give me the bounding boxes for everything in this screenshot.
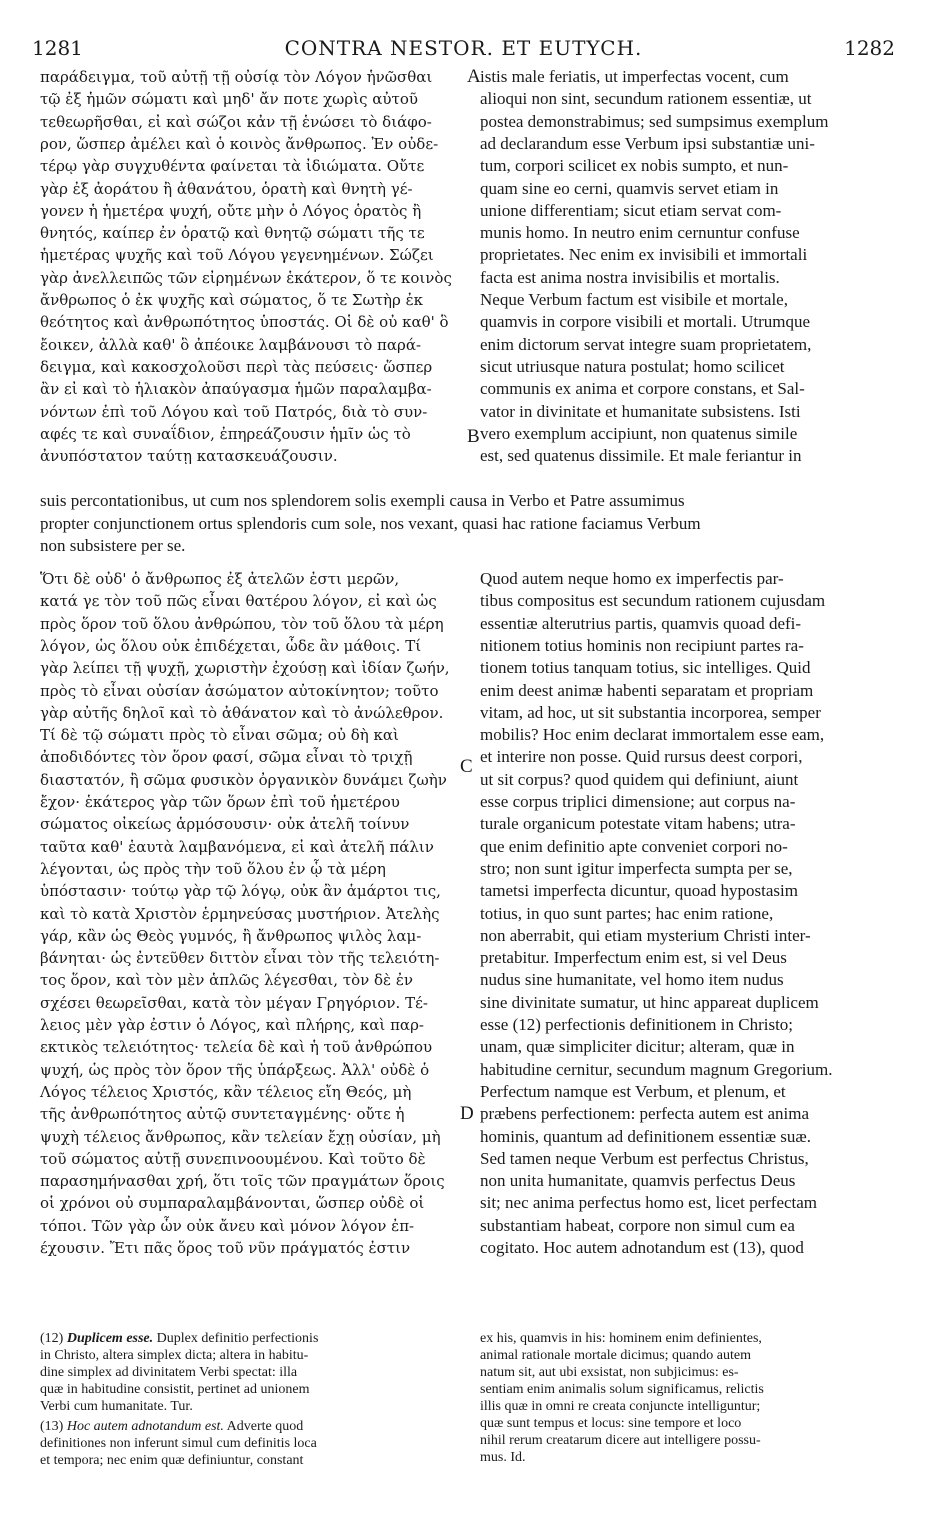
greek-text-line: ταῦτα καθ' ἑαυτὰ λαμβανόμενα, εἰ καὶ ἀτελῆ πάλιν (40, 837, 434, 856)
latin-text-line: Quod autem neque homo ex imperfectis par- (480, 569, 784, 588)
footnote-13-text-2: et tempora; nec enim quæ definiuntur, constant (40, 1453, 304, 1468)
latin-text-line: Sed tamen neque Verbum est perfectus Christus, (480, 1148, 809, 1168)
column-marker-b: B (467, 426, 480, 447)
footnote-13-number: (13) (40, 1419, 64, 1434)
greek-text-line: καὶ τὸ κατὰ Χριστὸν ἑρμηνεύσας μυστήριον. Ἀτελὴς (40, 904, 440, 923)
latin-text-line: vero exemplum accipiunt, non quatenus simile (480, 423, 798, 443)
greek-column-top (40, 66, 460, 466)
latin-text-line: tametsi imperfecta dicuntur, quoad hypostasim (480, 881, 798, 901)
greek-text-line: Λόγος τέλειος Χριστός, κἂν τέλειος εἴη Θεός, μὴ (40, 1082, 412, 1101)
latin-text-line: vator in divinitate et humanitate subsistens. Isti (480, 401, 801, 421)
greek-text-line: Ὅτι δὲ οὐδ' ὁ ἄνθρωπος ἐξ ἀτελῶν ἐστι μερῶν, (40, 570, 400, 588)
footnote-12-first-line (40, 1330, 460, 1347)
greek-text-line: λόγον, ὡς ὅλου οὐκ ἐπιδέχεται, ὧδε ἂν μάθοις. Τί (40, 636, 422, 655)
latin-text-line: tibus compositus est secundum rationem cujusdam (480, 591, 826, 611)
greek-text-line: τεθεωρῆσθαι, εἰ καὶ σώζοι κἀν τῇ ἑνώσει τὸ διάφο- (40, 112, 432, 131)
latin-column-bottom (480, 568, 892, 1258)
latin-text-line: stro; non sunt igitur imperfecta sumpta per se, (480, 858, 793, 878)
greek-text-line: θνητός, καίπερ ἐν ὁρατῷ καὶ θνητῷ σώματι τῆς τε (40, 224, 425, 243)
greek-text-line: έχουσιν. Ἔτι πᾶς ὅρος τοῦ νῦν πράγματός ἐστιν (40, 1239, 411, 1257)
greek-text-line: ἂν εἰ καὶ τὸ ἡλιακὸν ἀπαύγασμα ἡμῶν παραλαμβα- (40, 380, 432, 399)
footnote-text-line: nihil rerum creatarum dicere aut intelligere possu- (480, 1433, 761, 1448)
latin-full-text-line: suis percontationibus, ut cum nos splendorem solis exempli causa in Verbo et Patre assumimus (40, 491, 685, 510)
footnote-text-line: natum sit, aut ubi exsistat, non subjicimus: es- (480, 1365, 739, 1380)
latin-text-line: quamvis in corpore visibili et mortali. Utrumque (480, 312, 811, 332)
greek-text-line: τῷ ἐξ ἡμῶν σώματι καὶ μηδ' ἄν ποτε χωρὶς αὐτοῦ (40, 90, 418, 109)
footnote-12-number: (12) (40, 1331, 64, 1346)
greek-text-line: πρὸς τὸ εἶναι οὐσίαν ἀσώματον αὐτοκίνητον; τοῦτο (40, 681, 439, 700)
footnote-text-line: quæ sunt tempus et locus: sine tempore et loco (480, 1416, 742, 1431)
latin-text-line: alioqui non sint, secundum rationem essentiæ, ut (480, 89, 812, 109)
greek-text-line: γὰρ λείπει τῇ ψυχῇ, χωριστὴν ἐχούσῃ καὶ ἰδίαν ζωήν, (40, 659, 450, 678)
greek-text-line: τῆς ἀνθρωπότητος αὐτῷ συντεταγμένης· οὔτε ἡ (40, 1105, 405, 1124)
greek-text-line: σχέσει θεωρεῖσθαι, κατὰ τὸν μέγαν Γρηγόριον. Τέ- (40, 993, 428, 1012)
latin-text-line: tum, corpori scilicet ex nobis sumpto, et nun- (480, 156, 789, 176)
greek-text-line: γὰρ ἀνελλειπῶς τῶν εἰρημένων ἑκάτερον, ὅ τε κοινὸς (40, 268, 452, 287)
latin-full-width-continuation (40, 490, 892, 560)
latin-text-line: proprietates. Nec enim ex invisibili et immortali (480, 245, 808, 265)
greek-text-line: ἔοικεν, ἀλλὰ καθ' ὃ ἀπέοικε λαμβάνουσι τὸ παρά- (40, 335, 422, 354)
greek-text-line: ψυχὴ τέλειος ἄνθρωπος, κἂν τελείαν ἔχῃ οὐσίαν, μὴ (40, 1127, 441, 1146)
latin-text-line: esse corpus triplici dimensione; aut corpus na- (480, 792, 796, 811)
greek-text-line: γὰρ ἐξ ἀοράτου ἢ ἀθανάτου, ὁρατὴ καὶ θνητὴ γέ- (40, 179, 413, 198)
footnote-13-lemma: Hoc autem adnotandum est. (66, 1419, 224, 1434)
latin-text-line: tionem totius tanquam totius, sic intelliges. Quid (480, 658, 811, 678)
footnote-13-text-1: definitiones non inferunt simul cum definitis loca (40, 1436, 317, 1451)
footnote-12-text-3: quæ in habitudine consistit, pertinet ad unionem (40, 1382, 310, 1397)
footnote-12-text-0: Duplex definitio perfectionis (156, 1331, 319, 1346)
greek-text-line: λέγονται, ὡς πρὸς τὴν τοῦ ὅλου ἐν ᾧ τὰ μέρη (40, 859, 386, 878)
latin-full-text-line: non subsistere per se. (40, 536, 186, 555)
greek-text-line: θεότητος καὶ ἀνθρωπότητος ὑποστάς. Οἱ δὲ οὐ καθ' ὃ (40, 313, 449, 332)
greek-text-line: Τί δὲ τῷ σώματι πρὸς τὸ εἶναι σῶμα; οὐ δὴ καὶ (40, 726, 399, 745)
greek-text-line: κατά γε τὸν τοῦ πῶς εἶναι θατέρου λόγον, εἰ καὶ ὡς (40, 592, 437, 611)
footnote-12-lemma: Duplicem esse. (66, 1331, 154, 1346)
latin-text-line: enim dictorum servat integre suam proprietatem, (480, 334, 812, 354)
greek-text-line: ἄνθρωπος ὁ ἐκ ψυχῆς καὶ σώματος, ὅ τε Σωτὴρ ἐκ (40, 291, 424, 309)
footnote-12-text-1: in Christo, altera simplex dicta; altera in habitu- (40, 1348, 309, 1363)
footnote-12-text-4: Verbi cum humanitate. Tur. (40, 1399, 193, 1414)
greek-text-line: τέρῳ γὰρ συγχυθέντα φαίνεται τὰ ἰδιώματα. Οὔτε (40, 157, 425, 176)
latin-text-line: non aberrabit, qui etiam mysterium Christi inter- (480, 925, 811, 945)
greek-text-line: γὰρ αὐτῆς δηλοῖ καὶ τὸ ἀθάνατον καὶ τὸ ἀνώλεθρον. (40, 703, 444, 722)
latin-full-text-line: propter conjunctionem ortus splendoris cum sole, nos vexant, quasi hac ratione faciamus Verbum (40, 513, 701, 533)
greek-text-line: πρὸς ὅρον τοῦ ὅλου ἀνθρώπου, τὸν τοῦ ὅλου τὰ μέρη (40, 614, 444, 633)
footnote-text-line: sentiam enim animalis solum significamus, relictis (480, 1382, 764, 1397)
latin-text-line: Perfectum namque est Verbum, et plenum, et (480, 1081, 786, 1101)
greek-text-line: ψυχή, ὡς πρὸς τὸν ὅρον τῆς ὑπάρξεως. Ἀλλ' οὐδὲ ὁ (40, 1060, 430, 1079)
latin-text-line: hominis, quantum ad definitionem essentiæ suæ. (480, 1126, 812, 1146)
latin-text-line: et interire non posse. Quid rursus deest corpori, (480, 747, 803, 767)
latin-text-line: pretabitur. Imperfectum enim est, si vel Deus (480, 948, 787, 968)
latin-text-line: unione differentiam; sicut etiam servat com- (480, 200, 782, 220)
greek-text-line: τος ὅρον, καὶ τὸν μὲν ἁπλῶς λέγεσθαι, τὸν δὲ ἐν (40, 971, 414, 990)
latin-text-line: ad declarandum esse Verbum ipsi substantiæ uni- (480, 133, 815, 153)
greek-text-line: βάνηται· ὡς ἐντεῦθεν διττὸν εἶναι τὸν τῆς τελειότη- (40, 949, 440, 968)
footnote-text-line: animal rationale mortale dicimus; quando autem (480, 1348, 751, 1363)
greek-text-line: δειγμα, καὶ κακοσχολοῦσι περὶ τὰς πεύσεις· ὥσπερ (40, 357, 433, 376)
left-page-number: 1281 (32, 36, 83, 60)
latin-text-line: esse (12) perfectionis definitionem in Christo; (480, 1015, 794, 1034)
latin-text-line: communis ex anima et corpore constans, et Sal- (480, 379, 805, 399)
latin-text-line: essentiæ alterutrius partis, quamvis quoad defi- (480, 613, 802, 633)
greek-text-line: γονεν ἡ ἡμετέρα ψυχή, οὔτε μὴν ὁ Λόγος ὁρατὸς ἢ (40, 201, 422, 220)
latin-text-line: istis male feriatis, ut imperfectas vocent, cum (480, 67, 789, 86)
latin-text-line: munis homo. In neutro enim cernuntur confuse (480, 223, 800, 243)
greek-text-line: ρον, ὥσπερ ἀμέλει καὶ ὁ κοινὸς ἄνθρωπος. Ἐν οὐδε- (40, 134, 439, 153)
latin-column-top (480, 66, 892, 466)
latin-text-line: totius, in quo sunt partes; hac enim ratione, (480, 903, 774, 923)
latin-text-line: sine divinitate sumatur, ut hinc appareat duplicem (480, 992, 819, 1012)
greek-text-line: σώματος οἰκείως ἁρμόσουσιν· οὐκ ἀτελῆ τοίνυν (40, 815, 410, 834)
greek-text-line: ἀνυπόστατον ταύτῃ κατασκευάζουσιν. (40, 447, 338, 466)
latin-text-line: sit; nec anima perfectus homo est, licet perfectam (480, 1193, 818, 1213)
latin-text-line: cogitato. Hoc autem adnotandum est (13), quod (480, 1238, 804, 1257)
latin-text-line: unam, quæ simpliciter dicitur; alteram, quæ in (480, 1037, 795, 1057)
column-marker-d: D (460, 1103, 474, 1124)
greek-text-line: αφές τε καὶ συναΐδιον, ἐπηρεάζουσιν ἡμῖν ὡς τὸ (40, 424, 411, 443)
latin-text-line: que enim definitio apte conveniet corpori no- (480, 836, 788, 856)
latin-text-line: est, sed quatenus dissimile. Et male feriantur in (480, 446, 802, 466)
greek-column-bottom (40, 568, 460, 1258)
greek-text-line: εκτικὸς τελειότητος· τελεία δὲ καὶ ἡ τοῦ ἀνθρώπου (40, 1038, 433, 1057)
footnote-12-text-2: dine simplex ad divinitatem Verbi spectat: illa (40, 1365, 298, 1380)
greek-text-line: τόποι. Τῶν γὰρ ὧν οὐκ ἄνευ καὶ μόνον λόγον ἐπ- (40, 1216, 415, 1235)
right-page-number: 1282 (844, 36, 895, 60)
latin-text-line: vitam, ad hoc, ut sit substantia incorporea, semper (480, 702, 821, 722)
latin-text-line: ut sit corpus? quod quidem qui definiunt, aiunt (480, 769, 799, 789)
footnote-13-first-line (40, 1418, 303, 1435)
running-header (32, 36, 895, 66)
greek-text-line: παράδειγμα, τοῦ αὐτῇ τῇ οὐσίᾳ τὸν Λόγον ἡνῶσθαι (40, 68, 433, 86)
footnote-text-line: illis quæ in omni re creata conjuncte intelliguntur; (480, 1399, 761, 1414)
greek-text-line: ὑπόστασιν· τούτῳ γὰρ τῷ λόγῳ, οὐκ ἂν ἁμάρτοι τις, (40, 882, 441, 901)
greek-text-line: τοῦ σώματος αὐτῇ συνεπινοουμένου. Καὶ τοῦτο δὲ (40, 1149, 426, 1168)
running-title: CONTRA NESTOR. ET EUTYCH. (284, 36, 643, 60)
greek-text-line: γάρ, κἂν ὡς Θεὸς γυμνός, ἢ ἄνθρωπος ψιλὸς λαμ- (40, 926, 422, 945)
column-marker-a: A (467, 66, 481, 87)
latin-text-line: sicut utriusque natura postulat; homo scilicet (480, 356, 785, 376)
greek-text-line: νόντων ἐπὶ τοῦ Λόγου καὶ τοῦ Πατρός, διὰ τὸ συν- (40, 402, 428, 421)
latin-text-line: facta est anima nostra invisibilis et mortalis. (480, 267, 780, 287)
latin-text-line: quam sine eo cerni, quamvis servet etiam in (480, 178, 779, 198)
latin-text-line: nitionem totius hominis non recipiunt partes ra- (480, 635, 804, 655)
latin-text-line: habitudine cernitur, secundum magnum Gregorium. (480, 1059, 833, 1079)
latin-text-line: Neque Verbum factum est visibile et mortale, (480, 290, 788, 309)
greek-text-line: οἱ χρόνοι οὐ συμπαραλαμβάνονται, ὥσπερ οὐδὲ οἱ (40, 1194, 425, 1213)
greek-text-line: παρασημήνασθαι χρή, ὅτι τοῖς τῶν πραγμάτων ὅροις (40, 1172, 445, 1191)
greek-text-line: ἔχον· ἑκάτερος γὰρ τῶν ὅρων ἐπὶ τοῦ ἡμετέρου (40, 793, 400, 811)
greek-text-line: ἀποδιδόντες τὸν ὅρον φασί, σῶμα εἶναι τὸ τριχῇ (40, 748, 413, 767)
latin-text-line: turale organicum potestate vitam habens; utra- (480, 814, 796, 834)
footnote-text-line: mus. Id. (480, 1450, 526, 1465)
greek-text-line: διαστατόν, ἢ σῶμα φυσικὸν ὀργανικὸν δυνάμει ζωὴν (40, 770, 447, 789)
column-marker-c: C (460, 756, 473, 777)
greek-text-line: λειος μὲν γὰρ ἐστιν ὁ Λόγος, καὶ πλήρης, καὶ παρ- (40, 1016, 424, 1034)
latin-text-line: substantiam habeat, corpore non simul cum ea (480, 1215, 795, 1235)
latin-text-line: præbens perfectionem: perfecta autem est anima (480, 1104, 809, 1124)
latin-text-line: non unita humanitate, quamvis perfectus Deus (480, 1171, 796, 1191)
footnote-text-line: ex his, quamvis in his: hominem enim definientes, (480, 1331, 762, 1346)
latin-text-line: enim deest animæ habenti separatam et propriam (480, 680, 814, 700)
footnotes-right (480, 1330, 892, 1480)
latin-text-line: mobilis? Hoc enim declarat immortalem esse eam, (480, 725, 825, 745)
latin-text-line: nudus sine humanitate, vel homo item nudus (480, 970, 784, 990)
latin-text-line: postea demonstrabimus; sed sumpsimus exemplum (480, 111, 829, 131)
footnotes-left (40, 1330, 460, 1520)
greek-text-line: ἡμετέρας ψυχῆς καὶ τοῦ Λόγου γεγενημένων. Σώζει (40, 246, 434, 265)
footnote-13-text-0: Adverte quod (226, 1419, 304, 1434)
